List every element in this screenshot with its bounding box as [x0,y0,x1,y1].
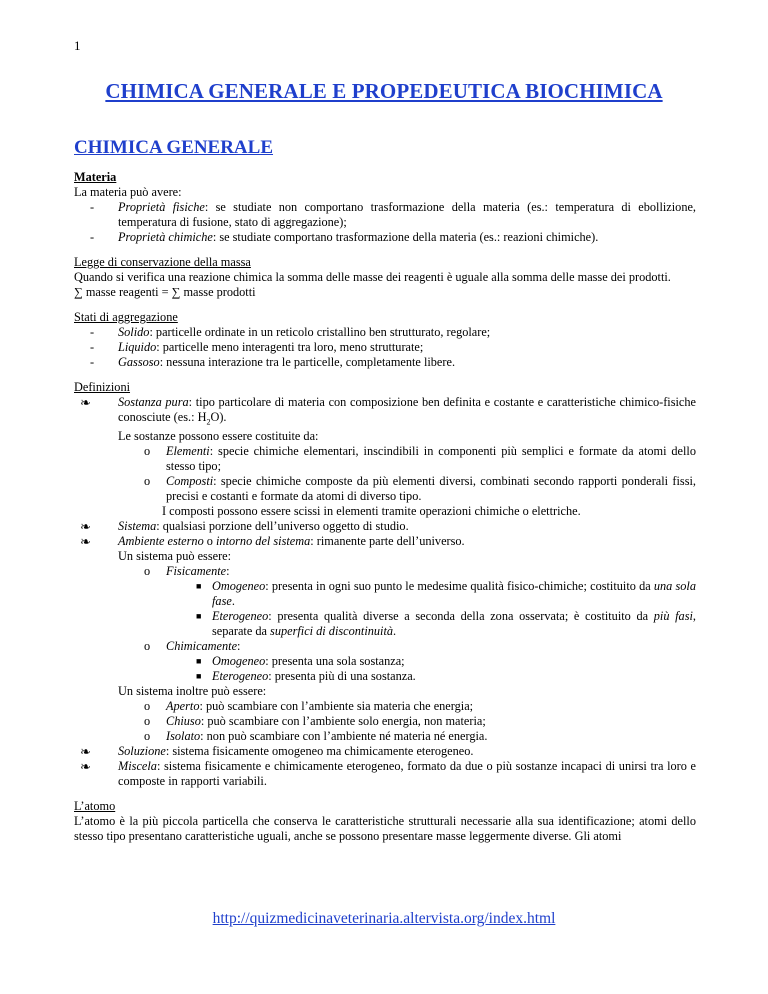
circle-bullet: o [144,729,151,744]
heading-definizioni: Definizioni [74,380,131,394]
leaf-bullet-icon: ❧ [80,519,91,535]
list-item: ■ Omogeneo: presenta in ogni suo punto le medesime qualità fisico-chimiche; costituito da una sola fase. [196,579,696,609]
text-line: Le sostanze possono essere costituite da: [118,429,319,444]
list-item: o Aperto: può scambiare con l’ambiente sia materia che energia; [144,699,474,714]
list-item: ■ Eterogeneo: presenta più di una sostanza. [196,669,416,684]
leaf-bullet-icon: ❧ [80,534,91,550]
list-item: o Chiuso: può scambiare con l’ambiente solo energia, non materia; [144,714,486,729]
circle-bullet: o [144,564,151,579]
list-item: ❧ Ambiente esterno o intorno del sistema: rimanente parte dell’universo. [80,534,465,550]
section-legge [74,255,696,300]
list-item: - Solido: particelle ordinate in un reticolo cristallino ben strutturato, regolare; [90,325,491,339]
list-item: o Isolato: non può scambiare con l’ambiente né materia né energia. [144,729,488,744]
legge-text: Quando si verifica una reazione chimica la somma delle masse dei reagenti è uguale alla somma delle masse dei prodotti. [74,270,671,284]
leaf-bullet-icon: ❧ [80,759,91,775]
list-item: o Chimicamente: [144,639,241,654]
page-number: 1 [74,38,81,53]
square-bullet: ■ [196,611,202,622]
atomo-text: L’atomo è la più piccola particella che conserva le caratteristiche strutturali necessarie alla sua identificazione; atomi dello stesso tipo presentano caratteristiche uguali, anche se possono presentare masse leggermente diverse. Gli atomi [74,814,696,844]
square-bullet: ■ [196,671,202,682]
heading-atomo: L’atomo [74,799,116,814]
list-item: - Gassoso: nessuna interazione tra le particelle, completamente libere. [90,355,456,369]
dash-bullet: - [90,355,95,369]
list-item: ❧ Sistema: qualsiasi porzione dell’universo oggetto di studio. [80,519,409,535]
text-line: Un sistema può essere: [118,549,232,564]
square-bullet: ■ [196,581,202,592]
text-line: I composti possono essere scissi in elementi tramite operazioni chimiche o elettriche. [162,504,581,519]
section-definizioni [74,380,696,789]
circle-bullet: o [144,639,151,654]
list-item: - Proprietà chimiche: se studiate comportano trasformazione della materia (es.: reazioni chimiche). [90,230,599,244]
materia-intro: La materia può avere: [74,185,182,199]
section-stati [74,310,696,370]
circle-bullet: o [144,444,151,459]
document-body [74,170,696,844]
square-bullet: ■ [196,656,202,667]
footer-link[interactable]: http://quizmedicinaveterinaria.altervista.org/index.html [212,910,556,927]
circle-bullet: o [144,699,151,714]
heading-materia: Materia [74,170,117,184]
leaf-bullet-icon: ❧ [80,744,91,760]
list-item: ■ Omogeneo: presenta una sola sostanza; [196,654,405,669]
section-atomo [74,799,696,844]
list-item: ❧ Miscela: sistema fisicamente e chimicamente eterogeneo, formato da due o più sostanze incapaci di unirsi tra loro e composte in rapporti variabili. [80,759,696,789]
document-title: CHIMICA GENERALE E PROPEDEUTICA BIOCHIMICA [105,79,663,103]
heading-stati: Stati di aggregazione [74,310,178,324]
leaf-bullet-icon: ❧ [80,395,91,410]
list-item: - Proprietà fisiche: se studiate non comportano trasformazione della materia (es.: temperatura di ebollizione, temperatura di fusione, stato di aggregazione); [90,200,696,229]
list-item: o Elementi: specie chimiche elementari, inscindibili in componenti più semplici e formate da atomi dello stesso tipo; [144,444,696,474]
section-title: CHIMICA GENERALE [74,137,273,158]
text-line: Un sistema inoltre può essere: [118,684,267,699]
dash-bullet: - [90,200,95,214]
dash-bullet: - [90,230,95,244]
circle-bullet: o [144,474,151,489]
list-item: ❧ Soluzione: sistema fisicamente omogeneo ma chimicamente eterogeneo. [80,744,474,760]
list-item: o Composti: specie chimiche composte da più elementi diversi, combinati secondo rapporti ponderali fissi, precisi e costanti e formate da atomi di diverso tipo. [144,474,696,504]
heading-legge: Legge di conservazione della massa [74,255,251,269]
list-item: ❧ Sostanza pura: tipo particolare di materia con composizione ben definita e costante e caratteristiche chimico-fisiche conosciute (es.: $H_2O$). [80,395,696,427]
circle-bullet: o [144,714,151,729]
dash-bullet: - [90,325,95,339]
list-item: ■ Eterogeneo: presenta qualità diverse a seconda della zona osservata; è costituito da più fasi, separate da superfici di discontinuità. [196,609,696,639]
list-item: o Fisicamente: [144,564,230,579]
list-item: - Liquido: particelle meno interagenti tra loro, meno strutturate; [90,340,424,354]
mass-formula: ∑ masse reagenti = ∑ masse prodotti [74,285,256,299]
dash-bullet: - [90,340,95,354]
section-materia [74,170,696,245]
